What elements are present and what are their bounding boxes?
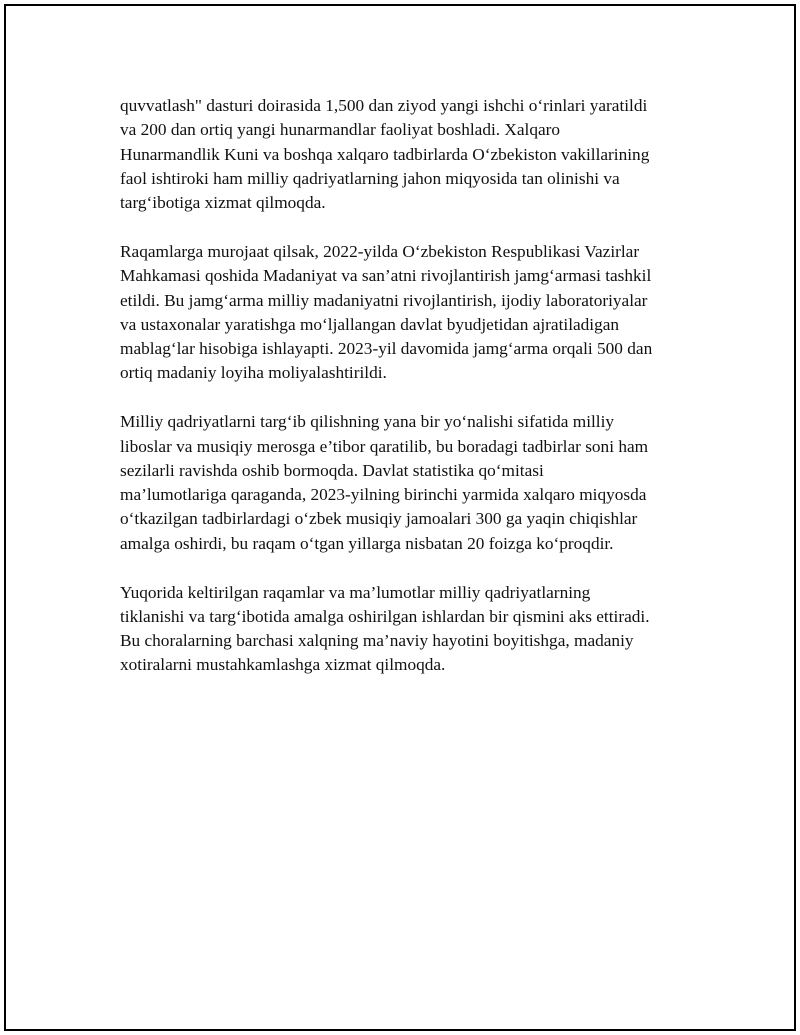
text-line: Hunarmandlik Kuni va boshqa xalqaro tadbirlarda O‘zbekiston vakillarining [120, 144, 650, 164]
text-line: liboslar va musiqiy merosga e’tibor qaratilib, bu boradagi tadbirlar soni ham [120, 436, 649, 456]
text-line: etildi. Bu jamg‘arma milliy madaniyatni rivojlantirish, ijodiy laboratoriyalar [120, 290, 648, 310]
text-line: Raqamlarga murojaat qilsak, 2022-yilda O‘zbekiston Respublikasi Vazirlar [120, 241, 640, 261]
text-line: targ‘ibotiga xizmat qilmoqda. [120, 193, 326, 213]
text-line: quvvatlash" dasturi doirasida 1,500 dan ziyod yangi ishchi o‘rinlari yaratildi [120, 96, 648, 115]
text-line: ma’lumotlariga qaraganda, 2023-yilning birinchi yarmida xalqaro miqyosda [120, 485, 647, 505]
paragraph-2 [120, 240, 700, 386]
text-line: Yuqorida keltirilgan raqamlar va ma’lumotlar milliy qadriyatlarning [120, 582, 591, 602]
text-line: xotiralarni mustahkamlashga xizmat qilmoqda. [120, 655, 446, 675]
paragraph-1 [120, 94, 700, 215]
document-body [120, 94, 700, 702]
text-line: mablag‘lar hisobiga ishlayapti. 2023-yil davomida jamg‘arma orqali 500 dan [120, 339, 653, 359]
text-line: Milliy qadriyatlarni targ‘ib qilishning yana bir yo‘nalishi sifatida milliy [120, 412, 615, 432]
text-line: Bu choralarning barchasi xalqning ma’naviy hayotini boyitishga, madaniy [120, 631, 634, 651]
text-line: va ustaxonalar yaratishga mo‘ljallangan davlat byudjetidan ajratiladigan [120, 314, 620, 334]
text-line: ortiq madaniy loyiha moliyalashtirildi. [120, 363, 387, 383]
text-line: va 200 dan ortiq yangi hunarmandlar faoliyat boshladi. Xalqaro [120, 120, 561, 140]
paragraph-4 [120, 581, 700, 678]
document-page [4, 4, 796, 1031]
paragraph-3 [120, 410, 700, 556]
text-line: tiklanishi va targ‘ibotida amalga oshirilgan ishlardan bir qismini aks ettiradi. [120, 606, 650, 626]
text-line: faol ishtiroki ham milliy qadriyatlarning jahon miqyosida tan olinishi va [120, 168, 620, 188]
text-line: amalga oshirdi, bu raqam o‘tgan yillarga nisbatan 20 foizga ko‘proqdir. [120, 533, 614, 553]
text-line: o‘tkazilgan tadbirlardagi o‘zbek musiqiy jamoalari 300 ga yaqin chiqishlar [120, 509, 638, 529]
text-line: Mahkamasi qoshida Madaniyat va san’atni rivojlantirish jamg‘armasi tashkil [120, 266, 652, 286]
text-line: sezilarli ravishda oshib bormoqda. Davlat statistika qo‘mitasi [120, 460, 544, 480]
